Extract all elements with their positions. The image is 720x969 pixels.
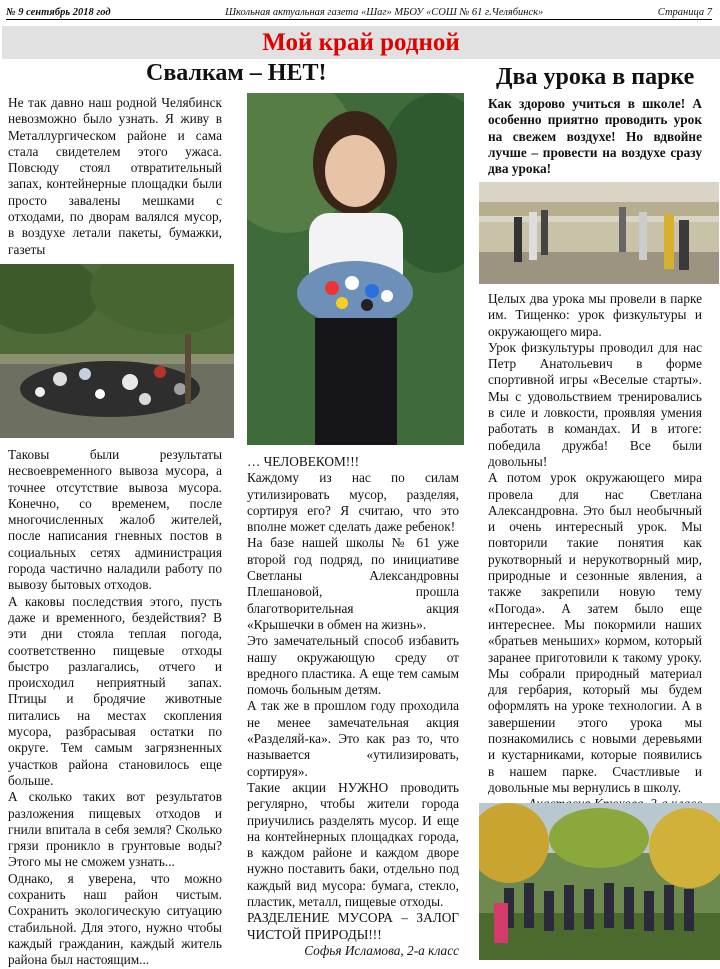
girl-with-bottle-caps-photo [247, 93, 464, 445]
article2-paragraph: Целых два урока мы провели в парке им. Тищенко: урок физкультуры и окружающего мира. [488, 291, 702, 339]
article1-intro [8, 95, 222, 258]
article1-paragraph: РАЗДЕЛЕНИЕ МУСОРА – ЗАЛОГ ЧИСТОЙ ПРИРОДЫ!!! [247, 910, 459, 942]
newspaper-name: Школьная актуальная газета «Шаг» МБОУ «СОШ № 61 г.Челябинск» [225, 7, 544, 18]
article2-title: Два урока в парке [496, 64, 695, 90]
children-in-park-photo [479, 182, 719, 284]
article1-paragraph: А так же в прошлом году проходила не менее замечательная акция «Разделяй-ка». Это как раз то, что называется «утилизировать, сортируя». [247, 698, 459, 779]
article1-paragraph: На базе нашей школы № 61 уже второй год подряд, по инициативе Светланы Александровны Плешановой, прошла благотворительная акция «Крышечки в обмен на жизнь». [247, 535, 459, 632]
article1-paragraph: Однако, я уверена, что можно сохранить наш район чистым. Сохранить экологическую ситуацию стабильной. Для этого, нужно чтобы каждый гражданин, каждый житель района был настоящим... [8, 870, 222, 968]
issue-number: № 9 сентябрь 2018 год [6, 7, 111, 18]
page-number: Страница 7 [657, 7, 712, 18]
article1-paragraph: Каждому из нас по силам утилизировать мусор, разделяя, сортируя его? Я считаю, что это вполне может сделать даже ребенок! [247, 470, 459, 535]
page-header [6, 4, 712, 20]
section-band [2, 26, 720, 59]
article1-title: Свалкам – НЕТ! [146, 60, 327, 86]
article1-paragraph: Не так давно наш родной Челябинск невозможно было узнать. Я живу в Металлургическом районе и сама стала свидетелем этого ужаса. Повсюду стоял отвратительный запах, контейнерные площадки были просто завалены мешками с отходами, по дворам валялся мусор, в воздухе летали пакеты, бумажки, газеты [8, 95, 222, 257]
article1-column2-text [247, 454, 459, 959]
article2-body [488, 291, 702, 813]
article1-signature: Софья Исламова, 2-а класс [304, 942, 459, 958]
article2-lead [488, 96, 702, 177]
article2-lead-text: Как здорово учиться в школе! А особенно приятно проводить урок на свежем воздухе! Но вдвойне лучше – провести на воздухе сразу два урока! [488, 96, 702, 177]
article2-paragraph: Урок физкультуры проводил для нас Петр Анатольевич в форме спортивной игры «Веселые старты». Мы с удовольствием тренировались в силе и ловкости, проявляя умения работать в командах. И в итоге: победила дружба! Все были довольны! [488, 339, 702, 469]
section-title: Мой край родной [262, 29, 460, 56]
article1-column1-text [8, 447, 222, 969]
article1-paragraph: А каковы последствия этого, пусть даже и временного, бездействия? В эти дни стояла теплая погода, соответственно пищевые отходы быстро разлагались, отчего и происходил неприятный запах. Птицы и бродячие животные питались на местах скопления мусора, разбрасывая остатки по округе. Тем самым загрязненных участков района становилось еще больше. [8, 593, 222, 788]
garbage-heap-photo [0, 264, 234, 438]
article1-paragraph: … ЧЕЛОВЕКОМ!!! [247, 454, 360, 469]
article2-paragraph: А потом урок окружающего мира провела для нас Светлана Александровна. Это был необычный и очень интересный урок. Мы повторили такие понятия как рукотворный и нерукотворный мир, природные и сезонные явления, а также закрепили новую тему «Погода». А затем было еще интереснее. Мы покормили наших «братьев меньших» кормом, который заранее приготовили к такому уроку. Мы собрали природный материал для гербария, который мы будем оформлять на уроке технологии. А в завершении этого урока мы познакомились с новыми деревьями и кустарниками, которые появились в нашем парке. Счастливые и довольные мы вернулись в школу. [488, 470, 702, 795]
class-group-photo [479, 803, 720, 960]
article1-paragraph: Это замечательный способ избавить нашу окружающую среду от вредного пластика. А еще тем самым помочь больным детям. [247, 633, 459, 698]
article1-paragraph: Такие акции НУЖНО проводить регулярно, чтобы жители города приучились разделять мусор. И еще на контейнерных площадках города, в каждом районе и каждом дворе нужно поставить баки, отдельно под каждый вид мусора: бумага, стекло, пластик, металл, пищевые отходы. [247, 779, 459, 910]
article1-paragraph: Таковы были результаты несвоевременного вывоза мусора, а точнее отсутствие вывоза мусора. Конечно, со временем, после многочисленных жалоб жителей, после написания гневных постов в социальных сетях администрация города частично наладили работу по вывозу бытовых отходов. [8, 447, 222, 593]
article1-paragraph: А сколько таких вот результатов разложения пищевых отходов и гнили впитала в себя земля? Сколько грязи проникло в грунтовые воды? Этого мы не сможем узнать... [8, 789, 222, 870]
